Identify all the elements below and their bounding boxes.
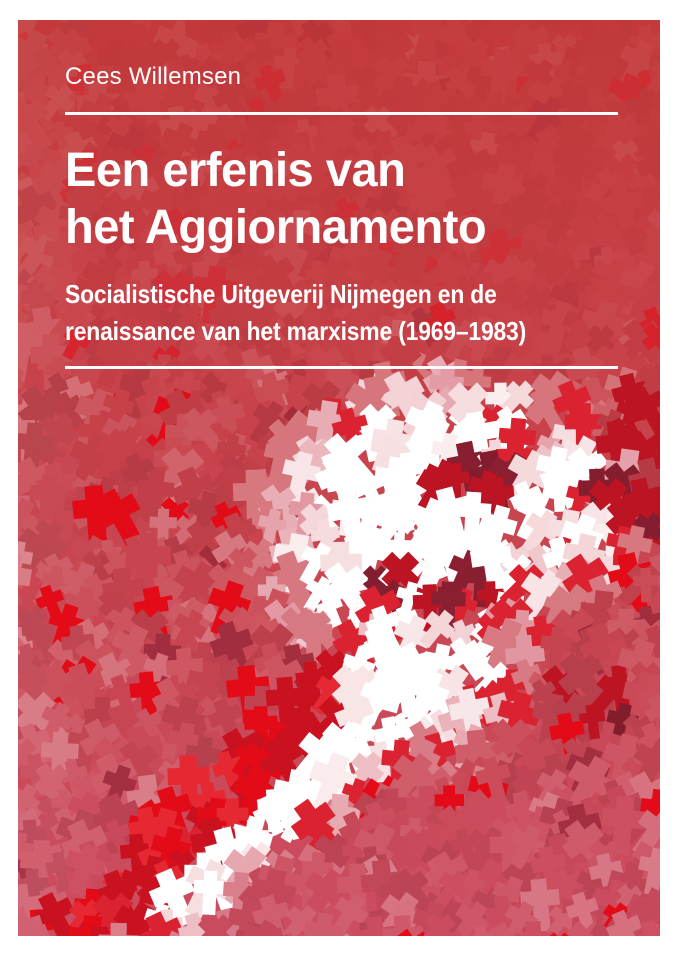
book-title (65, 142, 486, 256)
book-subtitle-line-2: renaissance van het marxisme (1969–1983) (65, 316, 527, 346)
book-cover (18, 20, 660, 936)
cover-text-overlay (18, 20, 660, 936)
author-name: Cees Willemsen (65, 63, 242, 90)
book-title-line-2: het Aggiornamento (65, 201, 487, 254)
divider-bottom (65, 366, 618, 369)
book-title-line-1: Een erfenis van (65, 144, 406, 197)
book-subtitle (65, 276, 526, 350)
divider-top (65, 112, 618, 115)
book-subtitle-line-1: Socialistische Uitgeverij Nijmegen en de (65, 279, 497, 309)
